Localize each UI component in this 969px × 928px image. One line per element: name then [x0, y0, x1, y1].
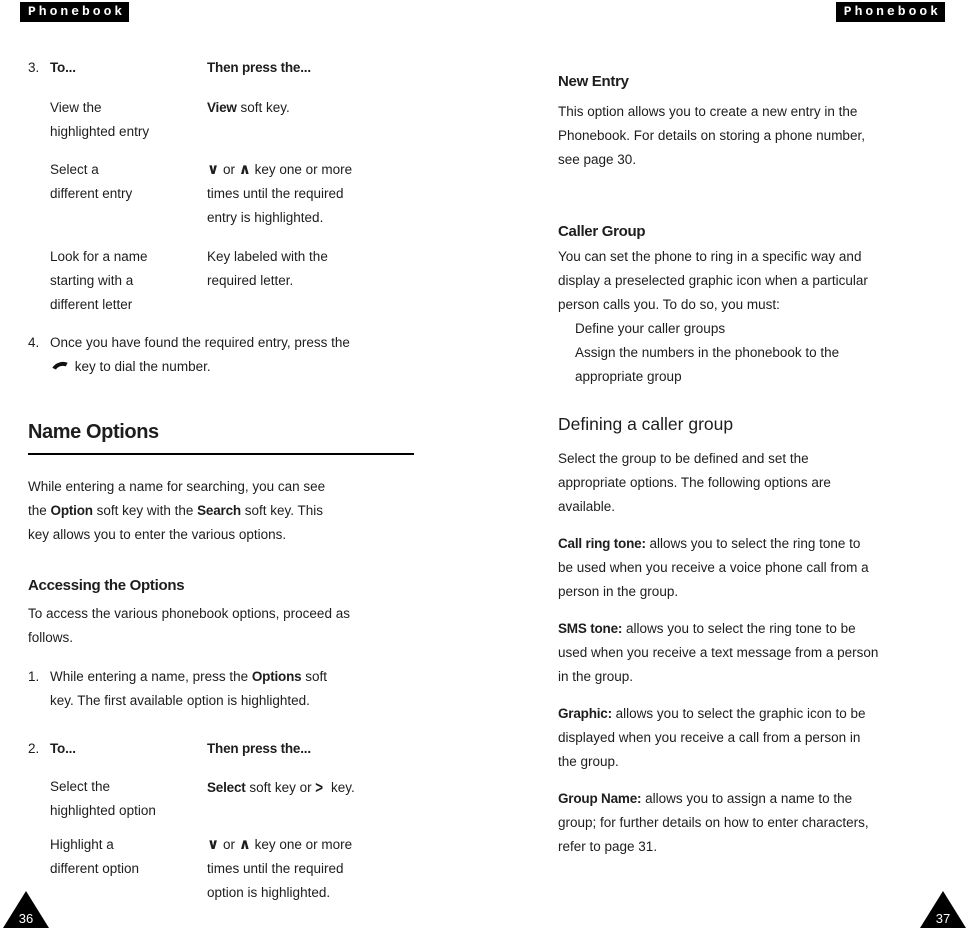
section-title-caller-group: Caller Group — [558, 223, 646, 240]
paragraph-call-ring-tone: Call ring tone: allows you to select the ring tone to be used when you receive a voice phone call from a person in the group. — [558, 536, 869, 599]
page-37 — [558, 70, 920, 859]
page-number: 37 — [935, 911, 951, 926]
table-cell-press: ∨ or ∧ key one or more times until the required option is highlighted. — [207, 836, 353, 900]
step-number: 4. — [28, 335, 40, 350]
table-cell-press: View soft key. — [207, 100, 290, 115]
step-1 — [28, 665, 414, 713]
chevron-up-icon: ∧ — [238, 161, 251, 178]
phone-key-icon — [50, 360, 68, 373]
table-cell-to: Select a different entry — [50, 162, 133, 201]
chevron-right-icon: > — [315, 777, 324, 797]
table-cell-to: Highlight a different option — [50, 837, 140, 876]
bullet-list: Define your caller groups Assign the numbers in the phonebook to the appropriate group — [575, 321, 840, 384]
table-row — [50, 245, 414, 317]
table-cell-to: Select the highlighted option — [50, 779, 156, 818]
step-number: 2. — [28, 741, 40, 756]
chapter-badge-left: Phonebook — [20, 2, 129, 22]
step-number: 3. — [28, 60, 40, 75]
table-row — [50, 833, 414, 905]
subsection-title-accessing-options: Accessing the Options — [28, 577, 185, 594]
paragraph: While entering a name for searching, you can see the Option soft key with the Search soft key. This key allows you to enter the various options. — [28, 479, 326, 542]
paragraph-graphic: Graphic: allows you to select the graphic icon to be displayed when you receive a call from a person in the group. — [558, 706, 866, 769]
step-3-table — [28, 56, 414, 317]
paragraph: Select the group to be defined and set the appropriate options. The following options are available. — [558, 451, 831, 514]
step-text: While entering a name, press the Options soft key. The first available option is highlighted. — [50, 669, 327, 708]
section-title-new-entry: New Entry — [558, 73, 629, 90]
section-rule — [28, 453, 414, 455]
page-number-corner-left — [3, 891, 49, 928]
chevron-down-icon: ∨ — [207, 836, 220, 853]
step-2-table — [28, 737, 414, 905]
chevron-down-icon: ∨ — [207, 161, 220, 178]
table-header-press: Then press the... — [207, 60, 311, 75]
paragraph-group-name: Group Name: allows you to assign a name to the group; for further details on how to enter characters, refer to page 31. — [558, 791, 869, 854]
paragraph: To access the various phonebook options, proceed as follows. — [28, 606, 350, 645]
paragraph: You can set the phone to ring in a specific way and display a preselected graphic icon when a particular person calls you. To do so, you must: — [558, 249, 868, 312]
table-cell-press: Select soft key or > key. — [207, 775, 414, 800]
table-cell-press: ∨ or ∧ key one or more times until the required entry is highlighted. — [207, 161, 353, 225]
table-row — [50, 775, 414, 823]
table-cell-press: Key labeled with the required letter. — [207, 249, 328, 288]
step-4 — [28, 331, 414, 379]
table-cell-to: Look for a name starting with a different letter — [50, 249, 148, 312]
step-text: Once you have found the required entry, press the key to dial the number. — [50, 335, 350, 374]
step-number: 1. — [28, 669, 40, 684]
table-row — [50, 96, 414, 144]
table-header-press: Then press the... — [207, 741, 311, 756]
table-header-to: To... — [50, 60, 76, 75]
paragraph: This option allows you to create a new entry in the Phonebook. For details on storing a phone number, see page 30. — [558, 104, 865, 167]
table-cell-to: View the highlighted entry — [50, 100, 150, 139]
table-header-row — [50, 56, 414, 80]
page-36 — [28, 56, 414, 905]
page-number: 36 — [18, 911, 34, 926]
table-row — [50, 158, 414, 230]
table-header-row — [50, 737, 414, 761]
chevron-up-icon: ∧ — [238, 836, 251, 853]
table-header-to: To... — [50, 741, 76, 756]
paragraph-sms-tone: SMS tone: allows you to select the ring tone to be used when you receive a text message from a person in the group. — [558, 621, 879, 684]
subsection-title-defining-caller-group: Defining a caller group — [558, 414, 734, 434]
chapter-badge-right: Phonebook — [836, 2, 945, 22]
page-number-corner-right — [920, 891, 966, 928]
section-title-name-options: Name Options — [28, 421, 159, 443]
